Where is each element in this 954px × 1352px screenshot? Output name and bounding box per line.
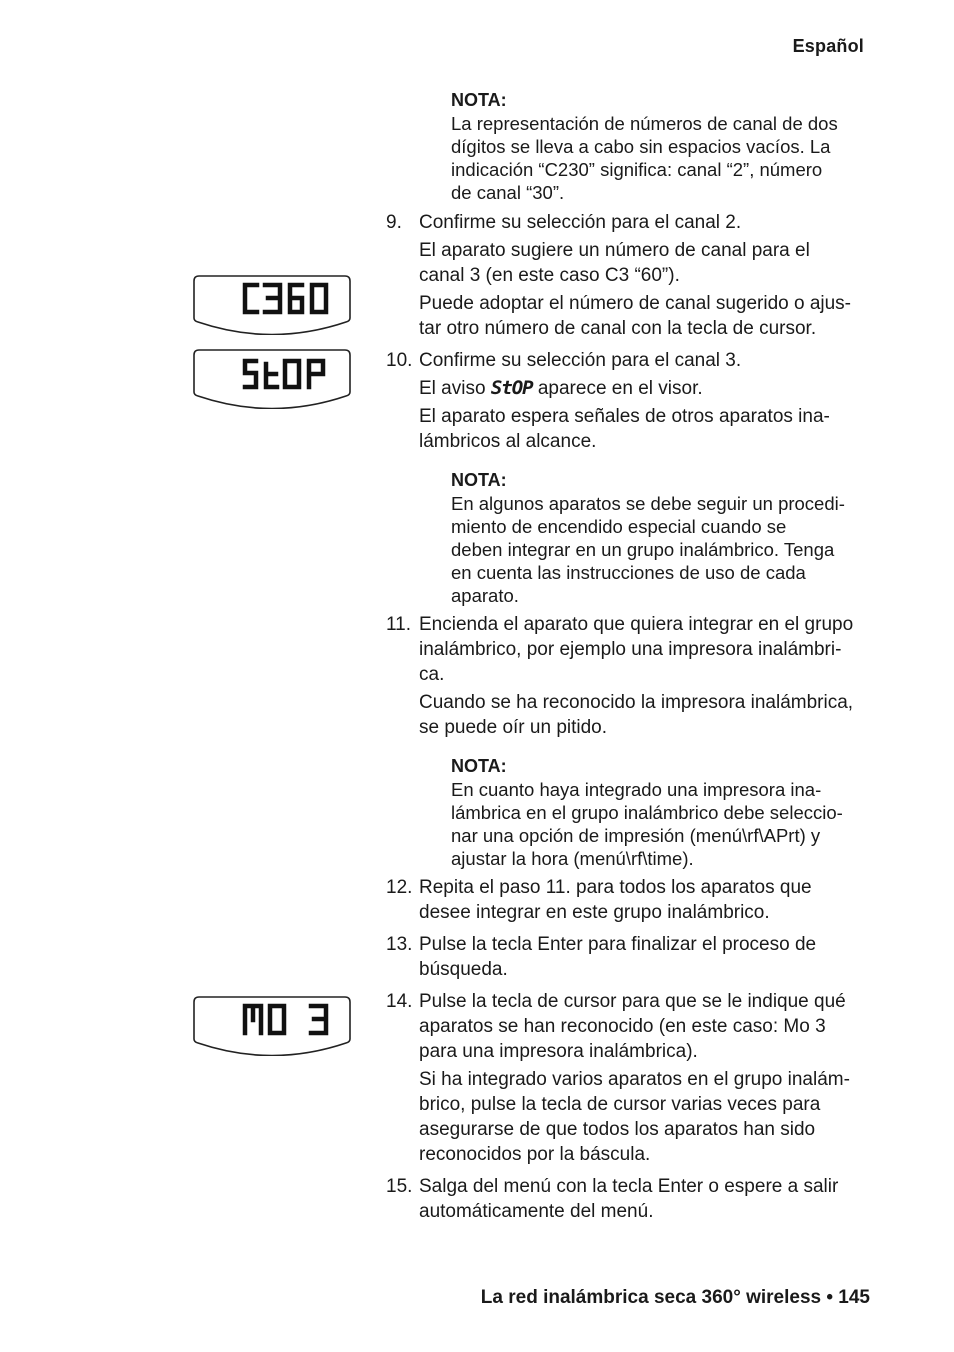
note-channel-representation (386, 88, 876, 204)
step-14 (386, 989, 876, 1167)
step-line: ca. (419, 664, 445, 685)
step-number: 9. (386, 212, 402, 233)
step-11 (386, 612, 876, 740)
step-9 (386, 210, 876, 341)
stop-display-code: StOP (490, 377, 533, 399)
step-line: Pulse la tecla de cursor para que se le indique qué (419, 991, 846, 1012)
lcd-frame-c360 (193, 275, 351, 335)
step-line: búsqueda. (419, 959, 508, 980)
note-line: dígitos se lleva a cabo sin espacios vacíos. La (451, 136, 831, 157)
lcd-display-mo3 (193, 996, 351, 1056)
step-line: lámbricos al alcance. (419, 431, 597, 452)
lcd-frame-stop (193, 349, 351, 409)
step-line: para una impresora inalámbrica). (419, 1041, 698, 1062)
step-line: El aparato sugiere un número de canal para el (419, 240, 810, 261)
page-language-label: Español (792, 36, 864, 56)
lcd-display-c360 (193, 275, 351, 335)
step-line: El aparato espera señales de otros aparatos ina- (419, 406, 830, 427)
note-title: NOTA: (451, 470, 507, 490)
note-line: En algunos aparatos se debe seguir un procedi- (451, 493, 845, 514)
step-line: Cuando se ha reconocido la impresora inalámbrica, (419, 692, 854, 713)
step-line: reconocidos por la báscula. (419, 1144, 651, 1165)
step-number: 14. (386, 991, 413, 1012)
note-title: NOTA: (451, 90, 507, 110)
step-text-part: aparece en el visor. (532, 378, 703, 399)
lcd-frame-mo3 (193, 996, 351, 1056)
step-line: desee integrar en este grupo inalámbrico. (419, 902, 770, 923)
step-line: Confirme su selección para el canal 3. (419, 350, 742, 371)
step-10 (386, 348, 876, 454)
note-print-option (386, 754, 876, 870)
note-title: NOTA: (451, 756, 507, 776)
note-line: deben integrar en un grupo inalámbrico. Tenga (451, 539, 835, 560)
step-line: Puede adoptar el número de canal sugerido o ajus- (419, 293, 852, 314)
step-line: automáticamente del menú. (419, 1201, 654, 1222)
note-line: aparato. (451, 585, 519, 606)
step-15 (386, 1174, 876, 1224)
step-number: 15. (386, 1176, 413, 1197)
step-line: Pulse la tecla Enter para finalizar el proceso de (419, 934, 817, 955)
note-special-power-on (386, 468, 876, 607)
step-line: se puede oír un pitido. (419, 717, 608, 738)
step-line: Si ha integrado varios aparatos en el grupo inalám- (419, 1069, 850, 1090)
step-line: Confirme su selección para el canal 2. (419, 212, 742, 233)
step-line: Repita el paso 11. para todos los aparatos que (419, 877, 812, 898)
step-text-part: El aviso (419, 378, 491, 399)
step-line: asegurarse de que todos los aparatos han sido (419, 1119, 816, 1140)
note-line: en cuenta las instrucciones de uso de cada (451, 562, 806, 583)
lcd-display-stop (193, 349, 351, 409)
step-number: 11. (386, 614, 412, 635)
step-number: 10. (386, 350, 413, 371)
step-line: Salga del menú con la tecla Enter o espere a salir (419, 1176, 839, 1197)
note-line: indicación “C230” significa: canal “2”, número (451, 159, 823, 180)
instruction-content (386, 88, 876, 1224)
step-number: 13. (386, 934, 413, 955)
step-line: inalámbrico, por ejemplo una impresora inalámbri- (419, 639, 842, 660)
step-12 (386, 875, 876, 925)
step-line (419, 376, 876, 401)
step-13 (386, 932, 876, 982)
note-line: de canal “30”. (451, 182, 565, 203)
step-line: Encienda el aparato que quiera integrar en el grupo (419, 614, 854, 635)
page-footer: La red inalámbrica seca 360° wireless • 145 (480, 1287, 870, 1308)
step-line: tar otro número de canal con la tecla de cursor. (419, 318, 817, 339)
note-line: nar una opción de impresión (menú\rf\APrt) y (451, 825, 821, 846)
step-line: brico, pulse la tecla de cursor varias veces para (419, 1094, 821, 1115)
note-line: lámbrica en el grupo inalámbrico debe seleccio- (451, 802, 843, 823)
step-number: 12. (386, 877, 413, 898)
step-line: canal 3 (en este caso C3 “60”). (419, 265, 680, 286)
note-line: En cuanto haya integrado una impresora ina- (451, 779, 822, 800)
note-line: ajustar la hora (menú\rf\time). (451, 848, 694, 869)
step-line: aparatos se han reconocido (en este caso: Mo 3 (419, 1016, 826, 1037)
note-line: miento de encendido especial cuando se (451, 516, 787, 537)
note-line: La representación de números de canal de dos (451, 113, 838, 134)
